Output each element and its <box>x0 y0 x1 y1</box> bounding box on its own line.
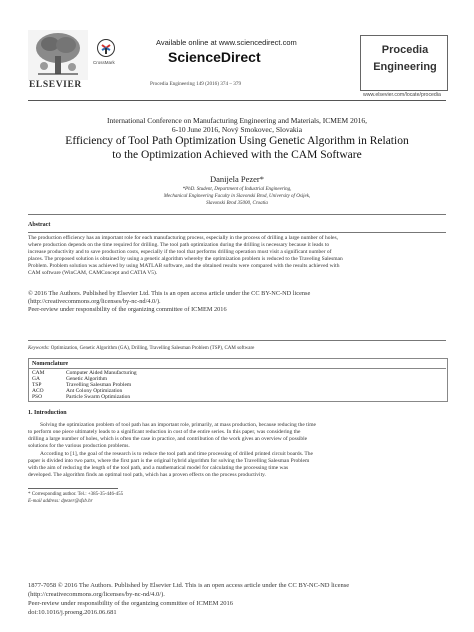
keywords-rule <box>28 340 446 341</box>
nomenclature-rule <box>28 368 446 369</box>
nomenclature-heading: Nomenclature <box>32 361 69 367</box>
license-line-1: © 2016 The Authors. Published by Elsevier Ltd. This is an open access article under the CC BY-NC-ND license <box>28 290 311 297</box>
affiliation-line-1: *PhD. Student, Department of Industrial Engineering, <box>182 187 292 192</box>
journal-reference: Procedia Engineering 149 (2016) 374 – 379 <box>150 81 242 87</box>
nomenclature-abbr: TSP <box>32 382 42 388</box>
article-title-line-1: Efficiency of Tool Path Optimization Using Genetic Algorithm in Relation <box>65 135 409 147</box>
author-name: Danijela Pezer* <box>209 174 265 184</box>
abstract-top-rule <box>28 214 446 215</box>
footer-peer-review: Peer-review under responsibility of the organizing committee of ICMEM 2016 <box>28 600 233 607</box>
crossmark-icon[interactable] <box>97 39 115 57</box>
journal-name-line2: Engineering <box>373 61 437 73</box>
footer-license-line: 1877-7058 © 2016 The Authors. Published by Elsevier Ltd. This is an open access article under the CC BY-NC-ND license <box>28 582 350 589</box>
publisher-logo-word: ELSEVIER <box>29 80 82 90</box>
affiliation-line-3: Slavonski Brod 35000, Croatia <box>206 201 268 206</box>
nomenclature-abbr: GA <box>32 376 40 382</box>
introduction-paragraph-2 <box>28 451 446 479</box>
header-divider <box>28 100 446 101</box>
footnote-rule <box>28 488 118 489</box>
keywords-label: Keywords: <box>28 346 50 351</box>
affiliation-line-2: Mechanical Engineering Faculty in Slavonski Brod, University of Osijek, <box>163 194 311 199</box>
introduction-heading: 1. Introduction <box>28 410 67 416</box>
footer-license-url[interactable]: (http://creativecommons.org/licenses/by-nc-nd/4.0/). <box>28 591 165 598</box>
license-statement <box>28 290 446 314</box>
nomenclature-definition: Computer Aided Manufacturing <box>66 370 137 376</box>
intro-line: with the aim of reducing the length of the tool path, and a mathematical model for calculating the processing time was <box>28 465 289 471</box>
nomenclature-abbr: ACO <box>32 388 44 394</box>
nomenclature-definition: Genetic Algorithm <box>66 376 108 382</box>
conference-line-1: International Conference on Manufacturing Engineering and Materials, ICMEM 2016, <box>107 116 367 125</box>
keywords-line <box>28 346 446 351</box>
keywords-value: Optimization, Genetic Algorithm (GA), Drilling, Travelling Salesman Problem (TSP), CAM software <box>50 346 255 351</box>
journal-name-line1: Procedia <box>381 44 429 56</box>
abstract-text <box>28 235 446 277</box>
intro-line: drilling a large number of holes, which is often the case in practice, and contribution of the work gives an overview of possible <box>28 436 308 442</box>
intro-line: solutions for the various production problems. <box>28 443 130 449</box>
footer-doi[interactable]: doi:10.1016/j.proeng.2016.06.681 <box>28 609 117 616</box>
journal-url-link[interactable]: www.elsevier.com/locate/procedia <box>363 92 441 98</box>
nomenclature-definition: Ant Colony Optimization <box>66 388 123 394</box>
license-url-link[interactable]: (http://creativecommons.org/licenses/by-nc-nd/4.0/). <box>28 298 161 305</box>
intro-line: According to [1], the goal of the research is to reduce the tool path and time processing of drilled printed circuit boards. The <box>40 451 313 457</box>
abstract-heading-rule <box>28 232 446 233</box>
abstract-line: places. The proposed solution is obtained by using a genetic algorithm whereby the optimization problem is reduced to the Traveling Salesman <box>28 256 343 262</box>
article-title-line-2: to the Optimization Achieved with the CAM Software <box>112 149 362 161</box>
nomenclature-definition: Particle Swarm Optimization <box>66 394 131 400</box>
email-footnote: E-mail address: dpezer@sfsb.hr <box>28 499 93 504</box>
intro-line: to perform one piece ultimately leads to a significant reduction in cost of the entire series. In this paper, was considering the <box>28 429 301 435</box>
abstract-heading: Abstract <box>28 222 51 228</box>
nomenclature-abbr: PSO <box>32 394 43 400</box>
intro-line: paper is divided into two parts, where the first part is the original hybrid algorithm for solving the Travelling Salesman Problem <box>28 458 310 464</box>
available-online-text: Available online at www.sciencedirect.com <box>156 38 297 47</box>
abstract-line: increase productivity and to save production costs, especially if the tool that performs drilling operation must visit a significant number of <box>28 249 332 255</box>
platform-name: ScienceDirect <box>168 49 261 65</box>
abstract-line: Problem. Problem solution was achieved by using MATLAB software, and the obtained results were compared with the results achieved with <box>28 263 340 269</box>
corresponding-author-footnote: * Corresponding author. Tel.: +385-35-446-455 <box>28 492 124 497</box>
abstract-line: CAM software (WinCAM, CAMConcept and CATIA V5). <box>28 270 158 276</box>
nomenclature-definition: Travelling Salesman Problem <box>66 382 132 388</box>
nomenclature-abbr: CAM <box>32 370 45 376</box>
abstract-line: The production efficiency has an important role for each manufacturing process, especially in the process of drilling a large number of holes, <box>28 235 338 241</box>
intro-line: Solving the optimization problem of tool path has an important role, primarily, at mass production, because reducing the time <box>40 422 316 428</box>
introduction-paragraph-1 <box>28 422 446 450</box>
elsevier-tree-logo <box>28 30 88 80</box>
crossmark-label: CrossMark <box>93 60 115 65</box>
peer-review-line: Peer-review under responsibility of the organizing committee of ICMEM 2016 <box>28 306 227 313</box>
intro-line: developed. The algorithm finds an optimal tool path, which has a proven effects on the process productivity. <box>28 472 266 478</box>
abstract-line: where production depends on the time required for drilling. The tool path optimization during the drilling is necessary because it leads to <box>28 242 330 248</box>
conference-line-2: 6-10 June 2016, Nový Smokovec, Slovakia <box>171 125 303 134</box>
